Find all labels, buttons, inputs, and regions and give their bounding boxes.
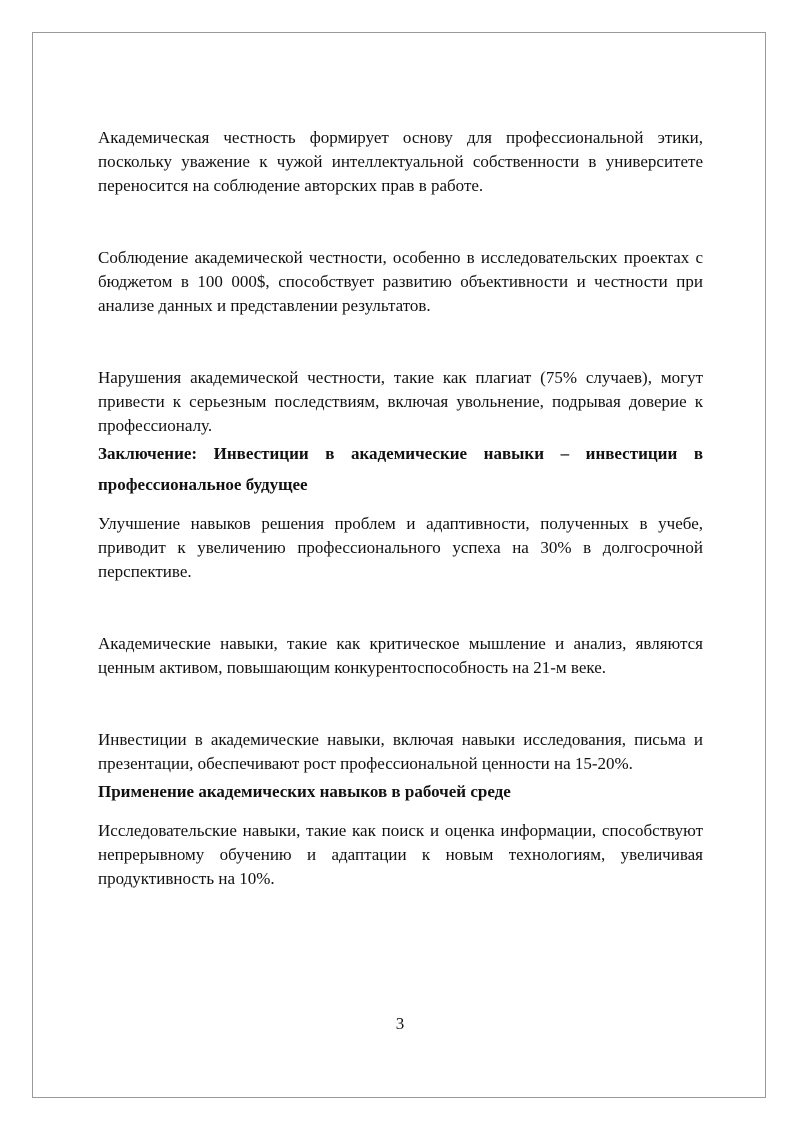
page-number: 3 — [395, 1014, 405, 1033]
document-page — [32, 32, 766, 1098]
paragraph-problem-solving: Улучшение навыков решения проблем и адаптивности, полученных в учебе, приводит к увеличению профессионального успеха на 30% в долгосрочной перспективе. — [98, 514, 703, 581]
section-heading-conclusion: Заключение: Инвестиции в академические навыки – инвестиции в профессиональное будущее — [98, 444, 703, 494]
paragraph-research-skills: Исследовательские навыки, такие как поиск и оценка информации, способствуют непрерывному обучению и адаптации к новым технологиям, увеличивая продуктивность на 10%. — [98, 821, 703, 888]
paragraph-critical-thinking: Академические навыки, такие как критическое мышление и анализ, являются ценным активом, повышающим конкурентоспособность на 21-м веке. — [98, 634, 703, 677]
paragraph-integrity-violations: Нарушения академической честности, такие как плагиат (75% случаев), могут привести к серьезным последствиям, включая увольнение, подрывая доверие к профессионалу. — [98, 368, 703, 435]
paragraph-academic-integrity-research: Соблюдение академической честности, особенно в исследовательских проектах с бюджетом в 100 000$, способствует развитию объективности и честности при анализе данных и представлении результатов. — [98, 248, 703, 315]
page-content — [98, 126, 703, 891]
paragraph-skills-investment: Инвестиции в академические навыки, включая навыки исследования, письма и презентации, обеспечивают рост профессиональной ценности на 15-20%. — [98, 730, 703, 773]
section-heading-workplace-application: Применение академических навыков в рабочей среде — [98, 782, 511, 801]
paragraph-academic-integrity-ethics: Академическая честность формирует основу для профессиональной этики, поскольку уважение к чужой интеллектуальной собственности в университете переносится на соблюдение авторских прав в работе. — [98, 128, 703, 195]
